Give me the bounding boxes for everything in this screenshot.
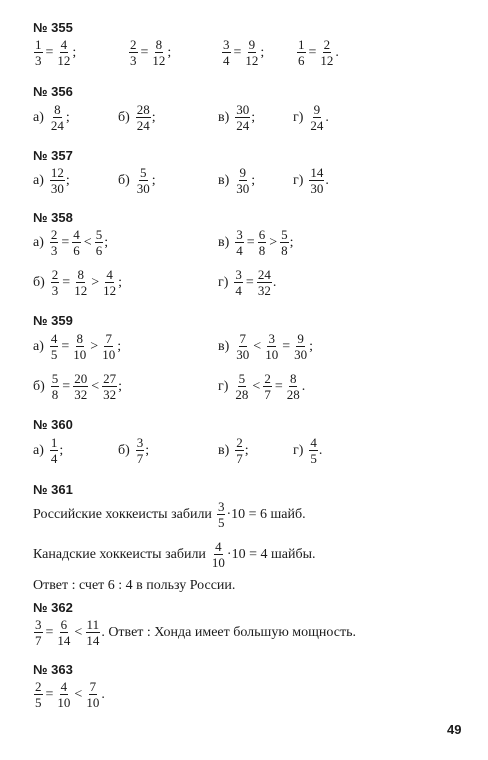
problem-361-line-1: Российские хоккеисты забили $\frac{3}{5}$ ·10 = 6 шайб.	[33, 499, 306, 530]
problem-362-solution: $\frac{3}{7}$ = $\frac{6}{14}$ < $\frac{11}{14}$ . Ответ : Хонда имеет большую мощность.	[35, 617, 356, 648]
problem-355-item-3: $\frac{3}{4}$ = $\frac{9}{12}$ ;	[223, 37, 265, 68]
problem-357-item-b: б) $\frac{5}{30}$ ;	[118, 165, 156, 196]
problem-360-item-g: г) $\frac{4}{5}$ .	[293, 435, 323, 466]
problem-355-item-2: $\frac{2}{3}$ = $\frac{8}{12}$ ;	[130, 37, 172, 68]
fraction: $\frac{3}{10}$	[265, 331, 279, 362]
problem-357-title: № 357	[33, 148, 73, 163]
page-number: 49	[447, 722, 462, 737]
fraction: $\frac{7}{10}$	[86, 679, 100, 710]
fraction: $\frac{2}{7}$	[236, 435, 243, 466]
fraction: $\frac{4}{12}$	[57, 37, 71, 68]
fraction: $\frac{8}{12}$	[152, 37, 166, 68]
fraction: $\frac{5}{8}$	[51, 371, 59, 402]
problem-360-title: № 360	[33, 417, 73, 432]
fraction: $\frac{5}{8}$	[281, 227, 288, 258]
fraction: $\frac{2}{3}$	[130, 37, 137, 68]
problem-360-item-b: б) $\frac{3}{7}$ ;	[118, 435, 150, 466]
fraction: $\frac{3}{7}$	[35, 617, 42, 648]
fraction: $\frac{4}{6}$	[73, 227, 80, 258]
fraction: $\frac{9}{30}$	[236, 165, 250, 196]
fraction: $\frac{2}{12}$	[320, 37, 334, 68]
fraction: $\frac{4}{10}$	[57, 679, 71, 710]
fraction: $\frac{4}{10}$	[211, 539, 225, 570]
fraction: $\frac{3}{4}$	[235, 267, 242, 298]
fraction: $\frac{5}{30}$	[136, 165, 150, 196]
fraction: $\frac{4}{12}$	[103, 267, 117, 298]
fraction: $\frac{7}{10}$	[102, 331, 116, 362]
fraction: $\frac{4}{5}$	[310, 435, 317, 466]
problem-359-title: № 359	[33, 313, 73, 328]
problem-356-item-b: б) $\frac{28}{24}$ ;	[118, 102, 156, 133]
problem-361-title: № 361	[33, 482, 73, 497]
fraction: $\frac{11}{14}$	[86, 617, 100, 648]
fraction: $\frac{8}{10}$	[73, 331, 87, 362]
fraction: $\frac{20}{32}$	[74, 371, 88, 402]
problem-358-title: № 358	[33, 210, 73, 225]
fraction: $\frac{5}{28}$	[235, 371, 249, 402]
fraction: $\frac{3}{4}$	[223, 37, 230, 68]
problem-363-solution: $\frac{2}{5}$ = $\frac{4}{10}$ < $\frac{7}{10}$ .	[35, 679, 105, 710]
fraction: $\frac{12}{30}$	[50, 165, 64, 196]
problem-356-item-g: г) $\frac{9}{24}$ .	[293, 102, 329, 133]
problem-357-item-a: а) $\frac{12}{30}$ ;	[33, 165, 70, 196]
fraction: $\frac{2}{7}$	[264, 371, 271, 402]
problem-357-item-g: г) $\frac{14}{30}$ .	[293, 165, 329, 196]
fraction: $\frac{8}{28}$	[286, 371, 300, 402]
problem-358-item-a: а) $\frac{2}{3}$ = $\frac{4}{6}$ < $\frac{5}{6}$ ;	[33, 227, 109, 258]
problem-355-item-1: $\frac{1}{3}$ = $\frac{4}{12}$ ;	[35, 37, 77, 68]
problem-363-title: № 363	[33, 662, 73, 677]
fraction: $\frac{5}{6}$	[95, 227, 103, 258]
problem-358-item-v: в) $\frac{3}{4}$ = $\frac{6}{8}$ > $\frac{5}{8}$ ;	[218, 227, 294, 258]
problem-355-item-4: $\frac{1}{6}$ = $\frac{2}{12}$ .	[298, 37, 339, 68]
problem-355-title: № 355	[33, 20, 73, 35]
problem-356-item-a: а) $\frac{8}{24}$ ;	[33, 102, 70, 133]
fraction: $\frac{9}{24}$	[310, 102, 324, 133]
fraction: $\frac{14}{30}$	[310, 165, 324, 196]
problem-358-item-g: г) $\frac{3}{4}$ = $\frac{24}{32}$ .	[218, 267, 277, 298]
fraction: $\frac{1}{6}$	[298, 37, 305, 68]
fraction: $\frac{28}{24}$	[136, 102, 150, 133]
fraction: $\frac{27}{32}$	[103, 371, 117, 402]
fraction: $\frac{6}{8}$	[258, 227, 266, 258]
fraction: $\frac{6}{14}$	[57, 617, 71, 648]
problem-360-item-a: а) $\frac{1}{4}$ ;	[33, 435, 64, 466]
fraction: $\frac{4}{5}$	[50, 331, 58, 362]
problem-359-item-g: г) $\frac{5}{28}$ < $\frac{2}{7}$ = $\frac{8}{28}$ .	[218, 371, 306, 402]
problem-359-item-v: в) $\frac{7}{30}$ < $\frac{3}{10}$ = $\frac{9}{30}$ ;	[218, 331, 313, 362]
fraction: $\frac{9}{12}$	[245, 37, 259, 68]
problem-361-line-2: Канадские хоккеисты забили $\frac{4}{10}$ ·10 = 4 шайбы.	[33, 539, 316, 570]
fraction: $\frac{9}{30}$	[294, 331, 308, 362]
fraction: $\frac{1}{3}$	[35, 37, 42, 68]
fraction: $\frac{3}{5}$	[217, 499, 225, 530]
fraction: $\frac{3}{4}$	[236, 227, 243, 258]
fraction: $\frac{2}{3}$	[50, 227, 58, 258]
problem-356-item-v: в) $\frac{30}{24}$ ;	[218, 102, 256, 133]
problem-359-item-a: а) $\frac{4}{5}$ = $\frac{8}{10}$ > $\frac{7}{10}$ ;	[33, 331, 122, 362]
fraction: $\frac{8}{24}$	[50, 102, 64, 133]
problem-358-item-b: б) $\frac{2}{3}$ = $\frac{8}{12}$ > $\frac{4}{12}$ ;	[33, 267, 122, 298]
fraction: $\frac{7}{30}$	[236, 331, 250, 362]
problem-360-item-v: в) $\frac{2}{7}$ ;	[218, 435, 249, 466]
fraction: $\frac{2}{3}$	[51, 267, 59, 298]
problem-362-title: № 362	[33, 600, 73, 615]
fraction: $\frac{1}{4}$	[50, 435, 58, 466]
fraction: $\frac{2}{5}$	[35, 679, 42, 710]
problem-357-item-v: в) $\frac{9}{30}$ ;	[218, 165, 256, 196]
fraction: $\frac{8}{12}$	[74, 267, 88, 298]
fraction: $\frac{3}{7}$	[136, 435, 144, 466]
problem-356-title: № 356	[33, 84, 73, 99]
problem-359-item-b: б) $\frac{5}{8}$ = $\frac{20}{32}$ < $\frac{27}{32}$ ;	[33, 371, 122, 402]
problem-361-answer: Ответ : счет 6 : 4 в пользу России.	[33, 578, 236, 593]
fraction: $\frac{24}{32}$	[257, 267, 271, 298]
fraction: $\frac{30}{24}$	[236, 102, 250, 133]
